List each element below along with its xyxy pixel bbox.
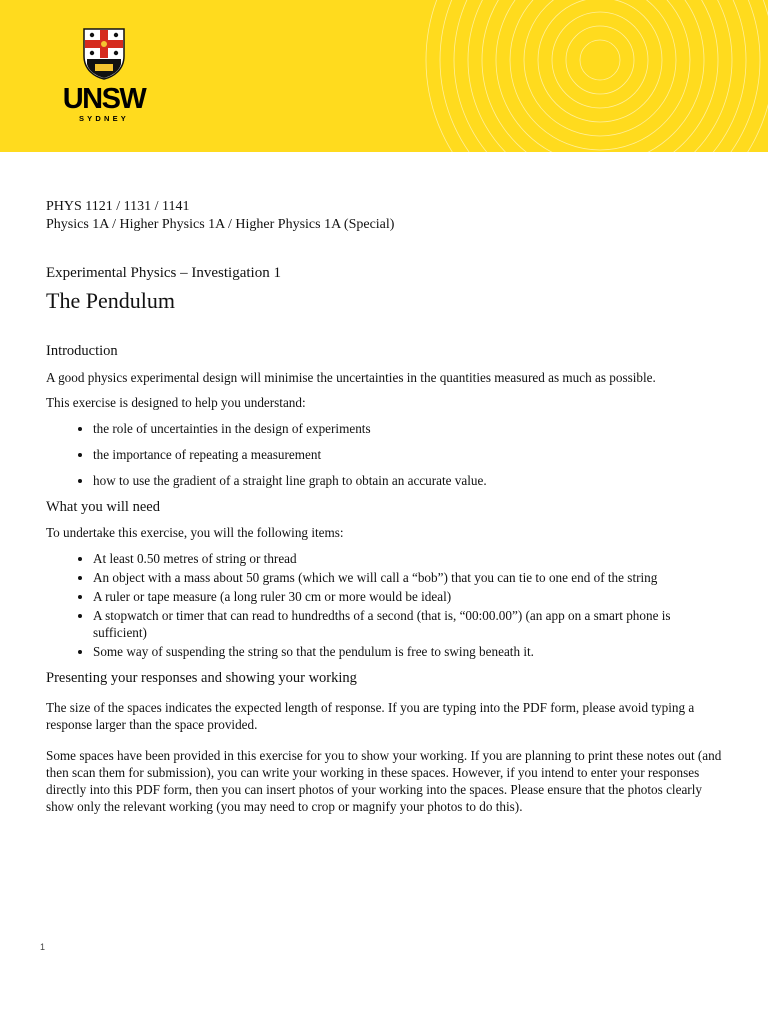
needs-heading: What you will need xyxy=(46,499,160,515)
introduction-paragraph-2: This exercise is designed to help you understand: xyxy=(46,395,306,410)
responses-paragraph-1: The size of the spaces indicates the expected length of response. If you are typing into the PDF form, please avoid typing a response larger than the space provided. xyxy=(46,700,695,732)
list-item: • An object with a mass about 50 grams (which we will call a “bob”) that you can tie to one end of the string xyxy=(93,569,726,586)
document-body xyxy=(46,198,726,815)
introduction-list xyxy=(46,420,726,489)
responses-paragraph-2: Some spaces have been provided in this exercise for you to show your working. If you are planning to print these notes out (and then scan them for submission), you can write your working in these spaces. However, if you intend to enter your responses directly into this PDF form, then you can insert photos of your working into the spaces. Please ensure that the photos clearly show only the relevant working (you may need to crop or magnify your photos to do this). xyxy=(46,748,722,814)
page-number: 1 xyxy=(40,942,46,952)
needs-paragraph: To undertake this exercise, you will the following items: xyxy=(46,525,344,540)
logo-wordmark: UNSW xyxy=(62,83,146,115)
list-item: • A stopwatch or timer that can read to hundredths of a second (that is, “00:00.00”) (an app on a smart phone is sufficient) xyxy=(93,607,726,641)
list-item: • the role of uncertainties in the design of experiments xyxy=(93,420,726,437)
needs-list xyxy=(46,550,726,660)
crest-icon xyxy=(83,28,125,80)
list-item: • how to use the gradient of a straight line graph to obtain an accurate value. xyxy=(93,472,726,489)
course-names: Physics 1A / Higher Physics 1A / Higher Physics 1A (Special) xyxy=(46,217,395,232)
responses-heading: Presenting your responses and showing your working xyxy=(46,670,357,686)
list-item: • Some way of suspending the string so that the pendulum is free to swing beneath it. xyxy=(93,643,726,660)
logo-subword: SYDNEY xyxy=(78,114,130,123)
list-item: • At least 0.50 metres of string or thread xyxy=(93,550,726,567)
header-banner xyxy=(0,0,768,152)
unsw-logo xyxy=(56,28,152,124)
investigation-label: Experimental Physics – Investigation 1 xyxy=(46,265,281,281)
course-code: PHYS 1121 / 1131 / 1141 xyxy=(46,199,190,214)
list-item: • the importance of repeating a measurement xyxy=(93,446,726,463)
introduction-heading: Introduction xyxy=(46,343,118,359)
page-title: The Pendulum xyxy=(46,288,175,313)
introduction-paragraph-1: A good physics experimental design will minimise the uncertainties in the quantities measured as much as possible. xyxy=(46,370,656,385)
list-item: • A ruler or tape measure (a long ruler 30 cm or more would be ideal) xyxy=(93,588,726,605)
